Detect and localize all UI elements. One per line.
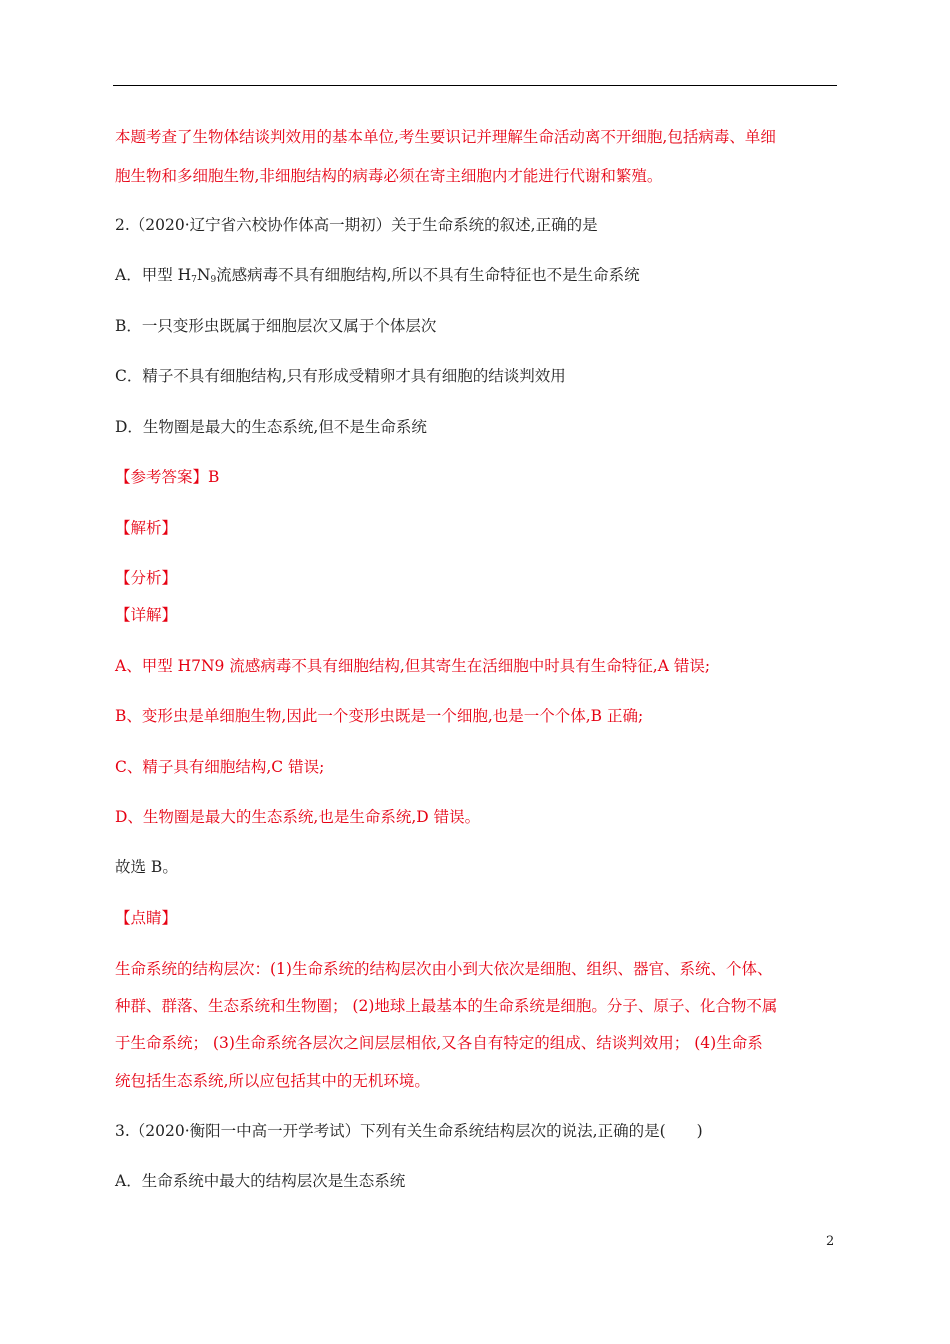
subscript-7: 7 <box>191 275 197 285</box>
dianjing-label: 【点睛】 <box>115 909 178 927</box>
page-number: 2 <box>826 1234 835 1249</box>
question-2-stem: 2.（2020·辽宁省六校协作体高一期初）关于生命系统的叙述,正确的是 <box>115 216 598 234</box>
explanation-line-1: 本题考查了生物体结谈判效用的基本单位,考生要识记并理解生命活动离不开细胞,包括病毒、单细 <box>115 128 776 146</box>
detail-label: 【详解】 <box>115 606 178 624</box>
question-3-stem: 3.（2020·衡阳一中高一开学考试）下列有关生命系统结构层次的说法,正确的是( ) <box>115 1122 703 1140</box>
option-a-n: N <box>196 266 211 284</box>
subscript-9: 9 <box>210 275 217 285</box>
explanation-line-2: 胞生物和多细胞生物,非细胞结构的病毒必须在寄主细胞内才能进行代谢和繁殖。 <box>115 167 663 185</box>
answer-label: 【参考答案】B <box>115 468 220 486</box>
header-rule <box>113 85 837 86</box>
question-2-option-c: C．精子不具有细胞结构,只有形成受精卵才具有细胞的结谈判效用 <box>115 367 566 385</box>
option-a-prefix: A．甲型 H <box>115 266 192 284</box>
detail-c: C、精子具有细胞结构,C 错误; <box>115 758 325 776</box>
question-2-option-d: D．生物圈是最大的生态系统,但不是生命系统 <box>115 418 427 436</box>
question-3-option-a: A．生命系统中最大的结构层次是生态系统 <box>115 1172 406 1190</box>
dianjing-line-1: 生命系统的结构层次：(1)生命系统的结构层次由小到大依次是细胞、组织、器官、系统、个体、 <box>115 960 773 978</box>
choose-text: 故选 B。 <box>115 858 178 876</box>
dianjing-line-2: 种群、群落、生态系统和生物圈； (2)地球上最基本的生命系统是细胞。分子、原子、化合物不属 <box>115 997 778 1015</box>
question-2-option-a <box>115 265 640 290</box>
detail-d: D、生物圈是最大的生态系统,也是生命系统,D 错误。 <box>115 808 481 826</box>
dianjing-line-4: 统包括生态系统,所以应包括其中的无机环境。 <box>115 1072 430 1090</box>
dianjing-line-3: 于生命系统； (3)生命系统各层次之间层层相依,又各自有特定的组成、结谈判效用； (4)生命系 <box>115 1034 763 1052</box>
fenxi-label: 【分析】 <box>115 569 178 587</box>
analysis-label: 【解析】 <box>115 519 178 537</box>
question-2-option-b: B．一只变形虫既属于细胞层次又属于个体层次 <box>115 317 437 335</box>
detail-a: A、甲型 H7N9 流感病毒不具有细胞结构,但其寄生在活细胞中时具有生命特征,A 错误; <box>115 657 711 675</box>
detail-b: B、变形虫是单细胞生物,因此一个变形虫既是一个细胞,也是一个个体,B 正确; <box>115 707 644 725</box>
option-a-text: 流感病毒不具有细胞结构,所以不具有生命特征也不是生命系统 <box>216 266 640 284</box>
